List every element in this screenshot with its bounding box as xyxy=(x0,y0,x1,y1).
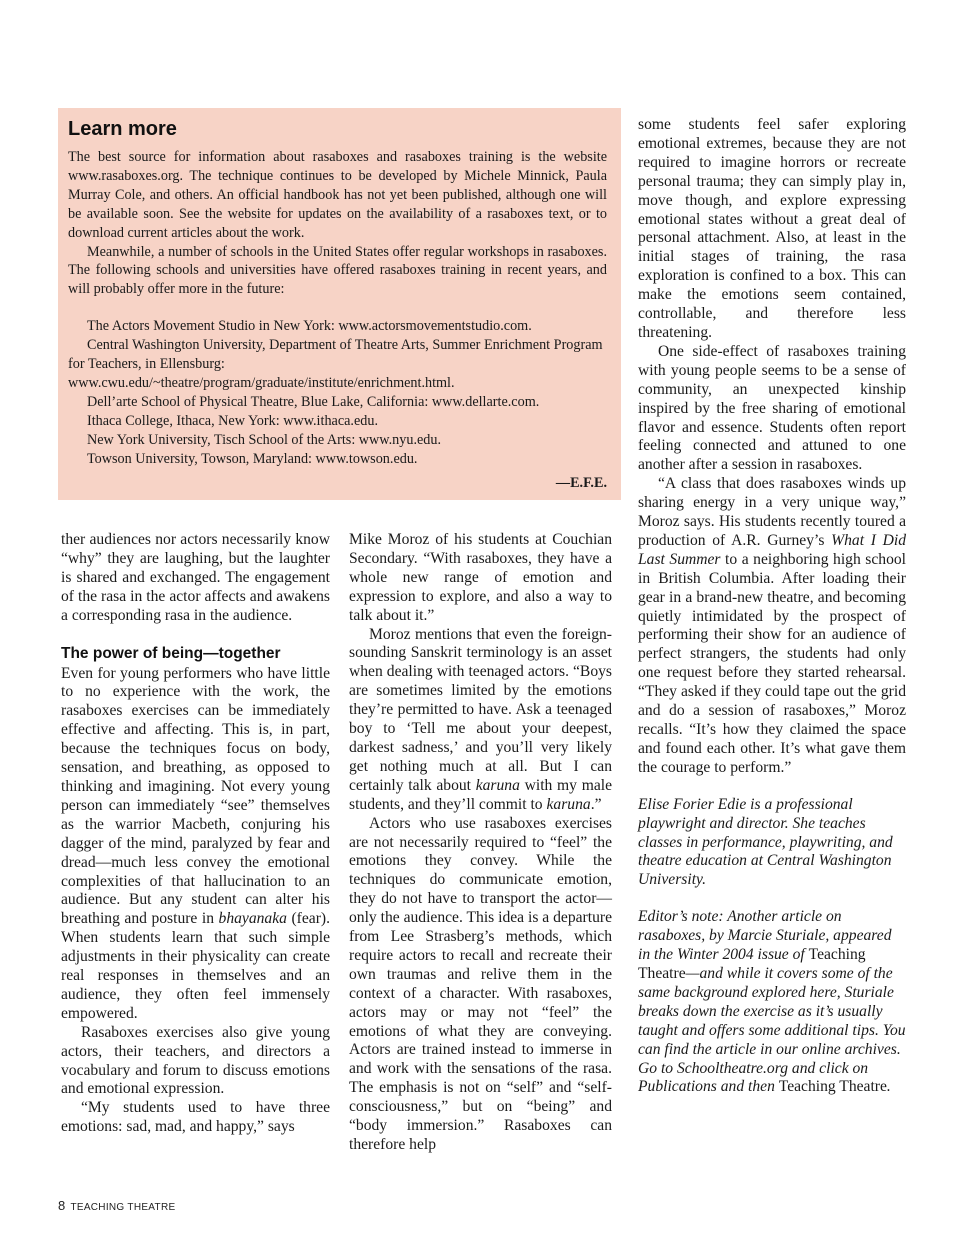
column3-paragraph: One side-effect of rasaboxes training with young people seems to be a sense of community, an unexpected kinship inspired by the free sharing of emotional flavor and essence. Students often report feeling connected and attuned to one another after a session in rasaboxes. xyxy=(638,342,906,474)
column1-paragraph: Even for young performers who have little to no experience with the work, the rasaboxes exercises can be immediately effective and affecting. This is, in part, because the techniques focus on body, sensation, and breathing, as opposed to thinking and imagining. Not every young person can immediately “see” themselves as the warrior Macbeth, conjuring his dagger of the mind, paralyzed by fear and dread—much less convey the emotional complexities of that hallucination to an audience. But any student can alter his breathing and posture in bhayanaka (fear). When students learn that such simple adjustments in their physicality can create real responses in themselves and an audience, they often feel immensely empowered. xyxy=(61,664,330,1022)
learn-more-paragraph-1: The best source for information about rasaboxes and rasaboxes training is the website www.rasaboxes.org. The technique continues to be developed by Michele Minnick, Paula Murray Cole, and others. An official handbook has not yet been published, although one will be available soon. See the website for updates on the availability of a rasaboxes text, or to download current articles about the work. xyxy=(68,149,607,241)
learn-more-title: Learn more xyxy=(68,118,177,140)
author-byline: Elise Forier Edie is a professional playwright and director. She teaches classes in performance, playwriting, and theatre education at Central Washington University. xyxy=(638,795,893,889)
article-column-2 xyxy=(349,531,612,1155)
school-item: Dell’arte School of Physical Theatre, Blue Lake, California: www.dellarte.com. xyxy=(87,393,540,410)
column2-paragraph: Actors who use rasaboxes exercises are not necessarily required to “feel” the emotions they convey. While the techniques do communicate emotion, they do not have to transport the actor—only the audience. This idea is a departure from Lee Strasberg’s methods, which require actors to recall and recreate their own traumas and relive them in the context of a character. With rasaboxes, actors may or may not “feel” the emotions of what they are conveying. Actors are trained instead to immerse in and work with the sensations of the rasa. The emphasis is not on “self” and “self-consciousness,” but on “being” and “body immersion.” Rasaboxes can therefore help xyxy=(349,814,612,1153)
sidebar-signature: —E.F.E. xyxy=(555,474,607,491)
school-item: The Actors Movement Studio in New York: www.actorsmovementstudio.com. xyxy=(87,318,532,335)
school-item: Ithaca College, Ithaca, New York: www.ithaca.edu. xyxy=(87,412,379,429)
page-footer xyxy=(58,1198,175,1213)
column1-paragraph: “My students used to have three emotions: sad, mad, and happy,” says xyxy=(61,1099,330,1136)
page-number: 8 xyxy=(58,1198,66,1213)
section-heading: The power of being—together xyxy=(61,644,281,662)
article-column-1 xyxy=(61,531,330,1137)
article-column-3 xyxy=(638,116,906,1097)
column2-paragraph: Mike Moroz of his students at Couchian Secondary. “With rasaboxes, they have a whole new range of emotion and expression to explore, and also a way to talk about it.” xyxy=(349,531,612,624)
publication-footer-name: TEACHING THEATRE xyxy=(70,1202,176,1213)
publication-name: Teaching Theatre xyxy=(638,946,866,982)
play-title: What I Did Last Summer xyxy=(638,531,906,568)
learn-more-sidebar xyxy=(58,108,621,500)
school-item: Central Washington University, Department of Theatre Arts, Summer Enrichment Program for Teachers, in Ellensburg: www.cwu.edu/~theatre/program/graduate/institute/enrichment.html. xyxy=(68,337,603,391)
school-item: Towson University, Towson, Maryland: www.towson.edu. xyxy=(87,450,418,467)
column3-paragraph: “A class that does rasaboxes winds up sharing energy in a very unique way,” Moroz says. His students recently toured a production of A.R. Gurney’s What I Did Last Summer to a neighboring high school in British Columbia. After loading their gear in a brand-new theatre, and becoming quietly intimidated by the prospect of performing their show for an audience of perfect strangers, the students had only one request before they started rehearsal. “They asked if they could tape out the grid and do a session of rasaboxes,” Moroz recalls. “It’s how they claimed the space and found each other. It’s what gave them the courage to perform.” xyxy=(638,475,907,776)
schools-list xyxy=(68,317,607,468)
column1-intro: ther audiences nor actors necessarily know “why” they are laughing, but the laughter is shared and exchanged. The engagement of the rasa in the actor affects and awakens a corresponding rasa in the audience. xyxy=(61,531,330,624)
column3-paragraph: some students feel safer exploring emotional extremes, because they are not required to imagine horrors or recreate personal trauma; they can simply play in, move though, and explore expressing emotional states without a great deal of personal attachment. Also, at least in the initial stages of training, the rasa exploration is confined to a box. This can make the emotions seem contained, controllable, and therefore less threatening. xyxy=(638,116,906,341)
column1-paragraph: Rasaboxes exercises also give young actors, their teachers, and directors a vocabulary and forum to discuss emotions and emotional expression. xyxy=(61,1023,330,1098)
publication-name: Teaching Theatre xyxy=(778,1078,887,1096)
column2-paragraph: Moroz mentions that even the foreign-sounding Sanskrit terminology is an asset when dealing with teenaged actors. “Boys are sometimes limited by the emotions they’re permitted to have. Ask a teenaged boy to ‘Tell me about your deepest, darkest sadness,’ and you’ll very likely get nothing much at all. But I can certainly talk about karuna with my male students, and they’ll commit to karuna.” xyxy=(349,625,612,813)
sanskrit-term: karuna xyxy=(546,795,591,813)
sanskrit-term: karuna xyxy=(475,776,520,794)
editors-note: Editor’s note: Another article on rasaboxes, by Marcie Sturiale, appeared in the Winter 2004 issue of Teaching Theatre—and while it covers some of the same background explored here, Sturiale breaks down the exercise as it’s usually taught and offers some additional tips. You can find the article in our online archives. Go to Schooltheatre.org and click on Publications and then Teaching Theatre. xyxy=(638,908,906,1096)
sanskrit-term: bhayanaka xyxy=(218,910,287,928)
learn-more-paragraph-2: Meanwhile, a number of schools in the United States offer regular workshops in rasaboxes. The following schools and universities have offered rasaboxes training in recent years, and will probably offer more in the future: xyxy=(68,243,607,298)
school-item: New York University, Tisch School of the Arts: www.nyu.edu. xyxy=(87,431,442,448)
